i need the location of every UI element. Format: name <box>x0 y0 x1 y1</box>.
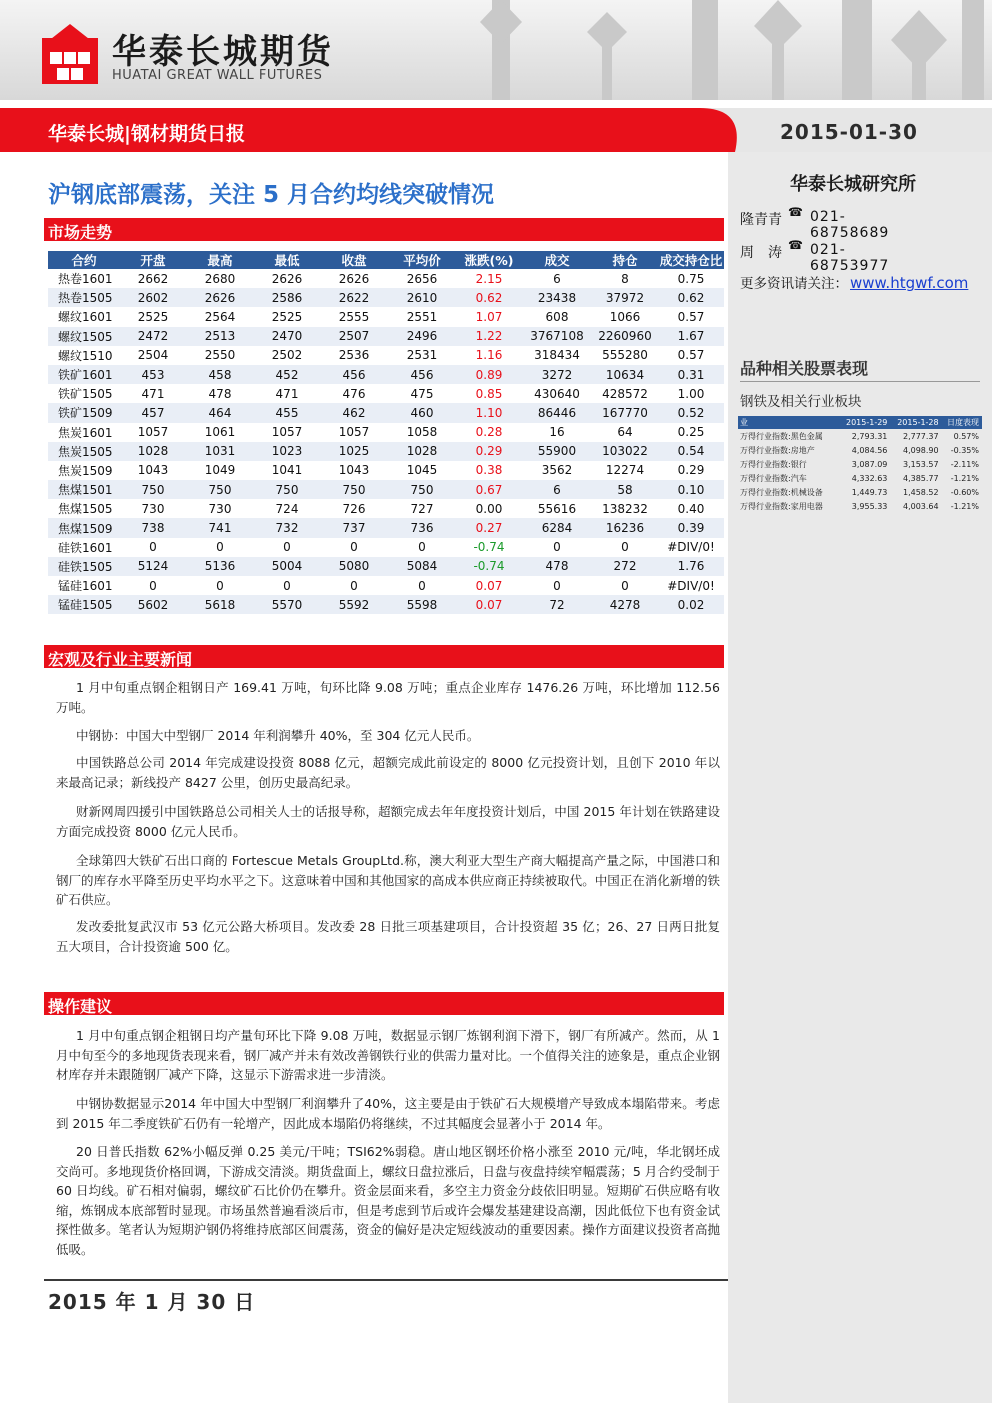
table-cell: 0.57% <box>953 431 979 441</box>
table-cell: 0 <box>621 578 629 593</box>
stock-section-title: 品种相关股票表现 <box>740 359 869 378</box>
change-cell: 0.07 <box>456 595 522 614</box>
table-cell: 555280 <box>602 348 648 363</box>
table-cell: 727 <box>410 501 434 516</box>
table-cell: 4,385.77 <box>902 473 939 483</box>
table-cell: 0 <box>553 540 561 555</box>
table-cell: 2680 <box>204 271 236 286</box>
change-cell: 0.07 <box>475 578 503 593</box>
table-cell: 2626 <box>271 271 303 286</box>
table-cell: -0.60% <box>950 487 979 497</box>
table-cell: 1057 <box>137 425 169 440</box>
table-cell: 452 <box>254 365 320 384</box>
table-cell: -2.11% <box>950 459 979 469</box>
table-cell: 72 <box>522 595 592 614</box>
news-paragraph: 全球第四大铁矿石出口商的 Fortescue Metals GroupLtd.称，澳大利亚大型生产商大幅提高产量之际，中国港口和钢厂的库存水平降至历史平均水平之下。这意味着中国和其他国家的高成本供应商正持续被取代。中国正在消化新增的铁矿石供应。 <box>56 853 720 908</box>
table-cell: 1045 <box>406 463 438 478</box>
table-row <box>48 499 724 518</box>
table-cell: 0.10 <box>658 480 724 499</box>
table-cell: 608 <box>545 309 569 324</box>
table-row <box>48 346 724 365</box>
table-row <box>738 499 982 513</box>
column-header: 2015-1-28 <box>890 416 941 429</box>
column-header: 合约 <box>48 251 120 269</box>
table-cell: 2531 <box>406 348 438 363</box>
section-title: 操作建议 <box>48 997 113 1016</box>
table-cell: 23438 <box>522 288 592 307</box>
table-cell: 0.62 <box>658 288 724 307</box>
contact-phone: 021-68758689 <box>810 209 890 241</box>
table-cell: 16236 <box>592 518 658 537</box>
table-cell: 738 <box>120 518 186 537</box>
stock-subtitle: 钢铁及相关行业板块 <box>740 394 862 410</box>
table-cell: 2550 <box>204 348 236 363</box>
table-cell: 0 <box>418 540 426 555</box>
table-cell: 64 <box>617 425 633 440</box>
contract-cell: 热卷1505 <box>48 288 120 307</box>
news-paragraph: 1 月中旬重点钢企粗钢日产 169.41 万吨，旬环比降 9.08 万吨；重点企业库存 1476.26 万吨，环比增加 112.56 万吨。 <box>56 680 720 715</box>
company-name-en: HUATAI GREAT WALL FUTURES <box>112 68 323 83</box>
contract-cell: 硅铁1601 <box>58 540 113 555</box>
table-cell: 2525 <box>137 309 169 324</box>
table-row <box>48 576 724 595</box>
change-cell: -0.74 <box>473 540 505 555</box>
table-cell: 0.57 <box>677 348 705 363</box>
table-row <box>738 443 982 457</box>
contract-cell: 焦炭1601 <box>58 425 113 440</box>
company-name-cn: 华泰长城期货 <box>112 32 334 72</box>
news-paragraph: 中国铁路总公司 2014 年完成建设投资 8088 亿元，超额完成此前设定的 8000 亿元投资计划，且创下 2010 年以来最高记录；新线投产 8427 公里，创历史最高纪录。 <box>56 755 720 790</box>
advice-paragraph: 20 日普氏指数 62%小幅反弹 0.25 美元/干吨；TSI62%弱稳。唐山地区钢坯价格小涨至 2010 元/吨，华北钢坯成交尚可。多地现货价格回调，下游成交清淡。期货盘面上，螺纹日盘拉涨后，日盘与夜盘持续窄幅震荡；5 月合约受制于 60 日均线。矿石相对偏弱，螺纹矿石比价仍在攀升。资金层面来看，多空主力资金分歧依旧明显。短期矿石供应略有收缩，炼钢成本底部暂时显现。市场虽然普遍看淡后市，但是考虑到节后或许会爆发基建建设高潮，因此低位下也有资金试探性做多。笔者认为短期沪钢仍将维持底部区间震荡，资金的偏好是决定短线波动的重要因素。操作方面建议投资者高抛低吸。 <box>56 1144 720 1257</box>
table-cell: 1023 <box>254 442 320 461</box>
website-link[interactable]: www.htgwf.com <box>850 274 969 292</box>
table-row <box>48 557 724 576</box>
change-cell: 0.89 <box>456 365 522 384</box>
news-paragraph: 中钢协：中国大中型钢厂 2014 年利润攀升 40%，至 304 亿元人民币。 <box>76 728 480 743</box>
contract-cell: 焦煤1509 <box>48 518 120 537</box>
table-cell: 1.67 <box>658 327 724 346</box>
table-cell: 730 <box>141 501 165 516</box>
table-cell: 471 <box>141 386 165 401</box>
table-cell: 4,084.56 <box>851 445 888 455</box>
contract-cell: 焦煤1501 <box>48 480 120 499</box>
table-cell: 732 <box>254 518 320 537</box>
column-header: 成交 <box>522 251 592 269</box>
table-cell: 3,153.57 <box>902 459 939 469</box>
table-row <box>48 269 724 288</box>
table-cell: 460 <box>388 403 456 422</box>
table-cell: 103022 <box>592 442 658 461</box>
change-cell: -0.74 <box>456 557 522 576</box>
table-cell: 2610 <box>388 288 456 307</box>
table-cell: 0 <box>216 540 224 555</box>
table-cell: 3767108 <box>522 327 592 346</box>
stock-table <box>738 416 982 513</box>
table-row <box>48 307 724 326</box>
table-cell: 5084 <box>388 557 456 576</box>
table-row <box>48 288 724 307</box>
table-cell: 4278 <box>592 595 658 614</box>
table-cell: 2662 <box>137 271 169 286</box>
table-cell: 55616 <box>537 501 577 516</box>
divider <box>740 381 980 382</box>
table-cell: 730 <box>208 501 232 516</box>
index-name-cell: 万得行业指数:机械设备 <box>740 487 823 497</box>
table-cell: 458 <box>186 365 254 384</box>
table-cell: 1,449.73 <box>851 487 888 497</box>
table-cell: 2507 <box>320 327 388 346</box>
table-cell: 2656 <box>406 271 438 286</box>
news-paragraph: 发改委批复武汉市 53 亿元公路大桥项目。发改委 28 日批三项基建项目，合计投资超 35 亿；26、27 日两日批复五大项目，合计投资逾 500 亿。 <box>56 919 720 954</box>
table-cell: 2472 <box>120 327 186 346</box>
table-cell: 5618 <box>186 595 254 614</box>
index-name-cell: 万得行业指数:黑色金属 <box>740 431 823 441</box>
table-cell: 0.25 <box>677 425 705 440</box>
table-cell: 471 <box>275 386 299 401</box>
table-cell: 750 <box>320 480 388 499</box>
change-cell: 2.15 <box>475 271 503 286</box>
contract-cell: 锰硅1601 <box>58 579 113 594</box>
table-cell: 2502 <box>271 348 303 363</box>
table-cell: 2496 <box>388 327 456 346</box>
table-cell: 2260960 <box>592 327 658 346</box>
table-cell: 741 <box>186 518 254 537</box>
table-row <box>48 423 724 442</box>
table-cell: 1043 <box>137 463 169 478</box>
table-cell: 1049 <box>204 463 236 478</box>
change-cell: 1.07 <box>475 309 503 324</box>
table-cell: 1057 <box>271 425 303 440</box>
table-cell: 2513 <box>186 327 254 346</box>
table-cell: 0.31 <box>658 365 724 384</box>
table-cell: 1.76 <box>658 557 724 576</box>
change-cell: 1.10 <box>456 403 522 422</box>
table-cell: 1043 <box>338 463 370 478</box>
table-row <box>738 457 982 471</box>
column-header: 业 <box>738 416 839 429</box>
table-cell: 5124 <box>120 557 186 576</box>
table-cell: 10634 <box>592 365 658 384</box>
table-cell: 726 <box>342 501 366 516</box>
change-cell: 0.62 <box>456 288 522 307</box>
contract-cell: 螺纹1601 <box>58 310 113 325</box>
index-name-cell: 万得行业指数:家用电器 <box>740 501 823 511</box>
table-cell: 2525 <box>271 309 303 324</box>
table-cell: 37972 <box>592 288 658 307</box>
table-cell: 6284 <box>522 518 592 537</box>
table-cell: 0.57 <box>677 309 705 324</box>
contract-cell: 热卷1601 <box>58 272 113 287</box>
table-cell: -1.21% <box>950 501 979 511</box>
table-row <box>48 538 724 557</box>
table-cell: 453 <box>120 365 186 384</box>
phone-icon: ☎ <box>788 205 803 219</box>
table-cell: 750 <box>254 480 320 499</box>
report-date: 2015-01-30 <box>780 120 918 144</box>
table-cell: 0 <box>216 578 224 593</box>
table-cell: 2622 <box>320 288 388 307</box>
table-cell: -0.35% <box>950 445 979 455</box>
change-cell: 0.67 <box>456 480 522 499</box>
table-cell: 5136 <box>186 557 254 576</box>
contact-name: 隆青青 <box>740 212 782 228</box>
table-cell: 86446 <box>522 403 592 422</box>
table-cell: #DIV/0! <box>667 578 715 593</box>
contract-cell: 焦炭1509 <box>58 463 113 478</box>
column-header: 最高 <box>186 251 254 269</box>
table-cell: 0 <box>553 578 561 593</box>
table-cell: 2586 <box>254 288 320 307</box>
contact-row <box>740 238 890 274</box>
table-row <box>738 471 982 485</box>
report-series-title: 华泰长城|钢材期货日报 <box>48 123 245 145</box>
contract-cell: 螺纹1505 <box>48 327 120 346</box>
table-cell: 462 <box>320 403 388 422</box>
table-cell: 2,793.31 <box>851 431 888 441</box>
table-cell: 430640 <box>534 386 580 401</box>
table-row <box>48 518 724 537</box>
table-row <box>48 365 724 384</box>
table-cell: 750 <box>120 480 186 499</box>
market-table <box>48 251 724 614</box>
table-cell: 464 <box>186 403 254 422</box>
table-cell: 750 <box>186 480 254 499</box>
section-header-news <box>44 645 724 668</box>
table-cell: 737 <box>320 518 388 537</box>
table-row <box>48 384 724 403</box>
table-cell: 476 <box>342 386 366 401</box>
table-cell: 2504 <box>137 348 169 363</box>
table-cell: 1058 <box>406 425 438 440</box>
contract-cell: 焦炭1505 <box>48 442 120 461</box>
table-cell: 428572 <box>602 386 648 401</box>
more-info-label: 更多资讯请关注： <box>740 276 848 292</box>
advice-paragraph: 1 月中旬重点钢企粗钢日均产量旬环比下降 9.08 万吨，数据显示钢厂炼钢利润下滑下，钢厂有所减产。然而，从 1 月中旬至今的多地现货表现来看，钢厂减产并未有效改善钢铁行业的供需力量对比。一个值得关注的迹象是，重点企业钢材库存并未跟随钢厂减产下降，这显示下游需求进一步清淡。 <box>56 1028 720 1083</box>
change-cell: 0.28 <box>475 425 503 440</box>
table-cell: 1.00 <box>677 386 705 401</box>
table-cell: 1028 <box>120 442 186 461</box>
more-info <box>740 272 968 292</box>
table-cell: 0.39 <box>658 518 724 537</box>
table-row <box>48 327 724 346</box>
change-cell: 0.29 <box>456 442 522 461</box>
table-cell: 0.02 <box>658 595 724 614</box>
table-row <box>48 595 724 614</box>
contract-cell: 铁矿1509 <box>48 403 120 422</box>
table-cell: 1061 <box>204 425 236 440</box>
report-headline: 沪钢底部震荡，关注 5 月合约均线突破情况 <box>48 182 495 208</box>
section-title: 宏观及行业主要新闻 <box>48 650 193 669</box>
table-cell: 456 <box>320 365 388 384</box>
table-cell: 750 <box>388 480 456 499</box>
table-row <box>48 480 724 499</box>
table-cell: 12274 <box>605 463 645 478</box>
contract-cell: 锰硅1505 <box>48 595 120 614</box>
institute-name: 华泰长城研究所 <box>790 174 916 195</box>
table-cell: 4,332.63 <box>851 473 888 483</box>
table-cell: 3272 <box>522 365 592 384</box>
sidebar <box>728 152 992 1403</box>
table-cell: 167770 <box>592 403 658 422</box>
index-name-cell: 万得行业指数:房地产 <box>740 445 815 455</box>
table-cell: 724 <box>275 501 299 516</box>
table-cell: 0 <box>350 540 358 555</box>
table-row <box>738 485 982 499</box>
table-cell: 5598 <box>388 595 456 614</box>
header-decoration <box>372 0 992 100</box>
table-cell: 3562 <box>541 463 573 478</box>
table-cell: 318434 <box>534 348 580 363</box>
table-cell: 138232 <box>602 501 648 516</box>
column-header: 开盘 <box>120 251 186 269</box>
change-cell: 0.38 <box>475 463 503 478</box>
table-cell: 457 <box>120 403 186 422</box>
column-header: 2015-1-29 <box>839 416 890 429</box>
table-cell: 16 <box>549 425 565 440</box>
table-cell: 2,777.37 <box>902 431 939 441</box>
change-cell: 1.16 <box>475 348 503 363</box>
table-cell: 4,003.64 <box>902 501 939 511</box>
table-cell: 6 <box>553 271 561 286</box>
change-cell: 0.00 <box>475 501 503 516</box>
table-cell: 0 <box>149 540 157 555</box>
contract-cell: 螺纹1510 <box>58 348 113 363</box>
table-cell: 478 <box>208 386 232 401</box>
table-cell: 0.40 <box>677 501 705 516</box>
column-header: 收盘 <box>320 251 388 269</box>
table-cell: 1025 <box>320 442 388 461</box>
table-cell: 736 <box>388 518 456 537</box>
table-cell: 475 <box>410 386 434 401</box>
table-cell: 1066 <box>609 309 641 324</box>
table-cell: 0 <box>418 578 426 593</box>
table-row <box>48 403 724 422</box>
table-cell: 1031 <box>186 442 254 461</box>
table-row <box>48 442 724 461</box>
report-header <box>0 0 992 100</box>
news-paragraph: 财新网周四援引中国铁路总公司相关人士的话报导称，超额完成去年年度投资计划后，中国 2015 年计划在铁路建设方面完成投资 8000 亿元人民币。 <box>56 804 720 839</box>
table-cell: 0 <box>621 540 629 555</box>
table-cell: 456 <box>388 365 456 384</box>
table-cell: 5080 <box>320 557 388 576</box>
index-name-cell: 万得行业指数:汽车 <box>740 473 807 483</box>
table-cell: 2551 <box>406 309 438 324</box>
table-cell: 272 <box>592 557 658 576</box>
footer-divider <box>44 1279 728 1281</box>
table-cell: 5592 <box>320 595 388 614</box>
table-cell: 1057 <box>338 425 370 440</box>
change-cell: 0.27 <box>456 518 522 537</box>
section-header-market <box>44 218 724 241</box>
table-cell: 0 <box>149 578 157 593</box>
huatai-logo-icon <box>42 24 98 84</box>
table-cell: -1.21% <box>950 473 979 483</box>
phone-icon: ☎ <box>788 238 803 252</box>
table-cell: 0 <box>283 540 291 555</box>
table-cell: #DIV/0! <box>667 540 715 555</box>
table-cell: 3,955.33 <box>851 501 888 511</box>
column-header: 持仓 <box>592 251 658 269</box>
table-cell: 0 <box>283 578 291 593</box>
table-cell: 2602 <box>120 288 186 307</box>
table-cell: 2555 <box>338 309 370 324</box>
table-cell: 2536 <box>338 348 370 363</box>
table-cell: 1,458.52 <box>902 487 939 497</box>
table-cell: 0.54 <box>658 442 724 461</box>
table-cell: 2470 <box>254 327 320 346</box>
change-cell: 1.22 <box>456 327 522 346</box>
table-cell: 0.52 <box>658 403 724 422</box>
table-cell: 3,087.09 <box>851 459 888 469</box>
table-cell: 0.75 <box>677 271 705 286</box>
column-header: 平均价 <box>388 251 456 269</box>
contract-cell: 铁矿1505 <box>58 387 113 402</box>
contract-cell: 铁矿1601 <box>48 365 120 384</box>
index-name-cell: 万得行业指数:银行 <box>740 459 807 469</box>
contact-row <box>740 205 890 241</box>
column-header: 日度表现 <box>942 416 982 429</box>
table-cell: 58 <box>592 480 658 499</box>
section-title: 市场走势 <box>48 223 113 242</box>
change-cell: 0.85 <box>475 386 503 401</box>
table-cell: 0.29 <box>677 463 705 478</box>
table-cell: 8 <box>621 271 629 286</box>
table-cell: 1028 <box>388 442 456 461</box>
table-cell: 5004 <box>254 557 320 576</box>
table-cell: 2626 <box>338 271 370 286</box>
table-cell: 55900 <box>522 442 592 461</box>
column-header: 最低 <box>254 251 320 269</box>
contact-name: 周 涛 <box>740 245 782 261</box>
table-row <box>738 429 982 443</box>
footer-date: 2015 年 1 月 30 日 <box>48 1290 256 1314</box>
column-header: 涨跌(%) <box>456 251 522 269</box>
contract-cell: 焦煤1505 <box>58 502 113 517</box>
table-row <box>48 461 724 480</box>
contact-phone: 021-68753977 <box>810 242 890 274</box>
table-cell: 0 <box>350 578 358 593</box>
contract-cell: 硅铁1505 <box>48 557 120 576</box>
advice-paragraph: 中钢协数据显示2014 年中国大中型钢厂利润攀升了40%，这主要是由于铁矿石大规模增产导致成本塌陷带来。考虑到 2015 年二季度铁矿石仍有一轮增产，因此成本塌陷仍将继续，不过其幅度会显著小于 2014 年。 <box>56 1096 720 1131</box>
column-header: 成交持仓比 <box>659 253 723 268</box>
table-cell: 2564 <box>204 309 236 324</box>
table-cell: 4,098.90 <box>902 445 939 455</box>
section-header-advice <box>44 992 724 1015</box>
table-cell: 6 <box>522 480 592 499</box>
table-cell: 455 <box>254 403 320 422</box>
table-cell: 1041 <box>271 463 303 478</box>
table-cell: 5602 <box>120 595 186 614</box>
table-cell: 5570 <box>254 595 320 614</box>
table-cell: 478 <box>522 557 592 576</box>
table-cell: 2626 <box>186 288 254 307</box>
